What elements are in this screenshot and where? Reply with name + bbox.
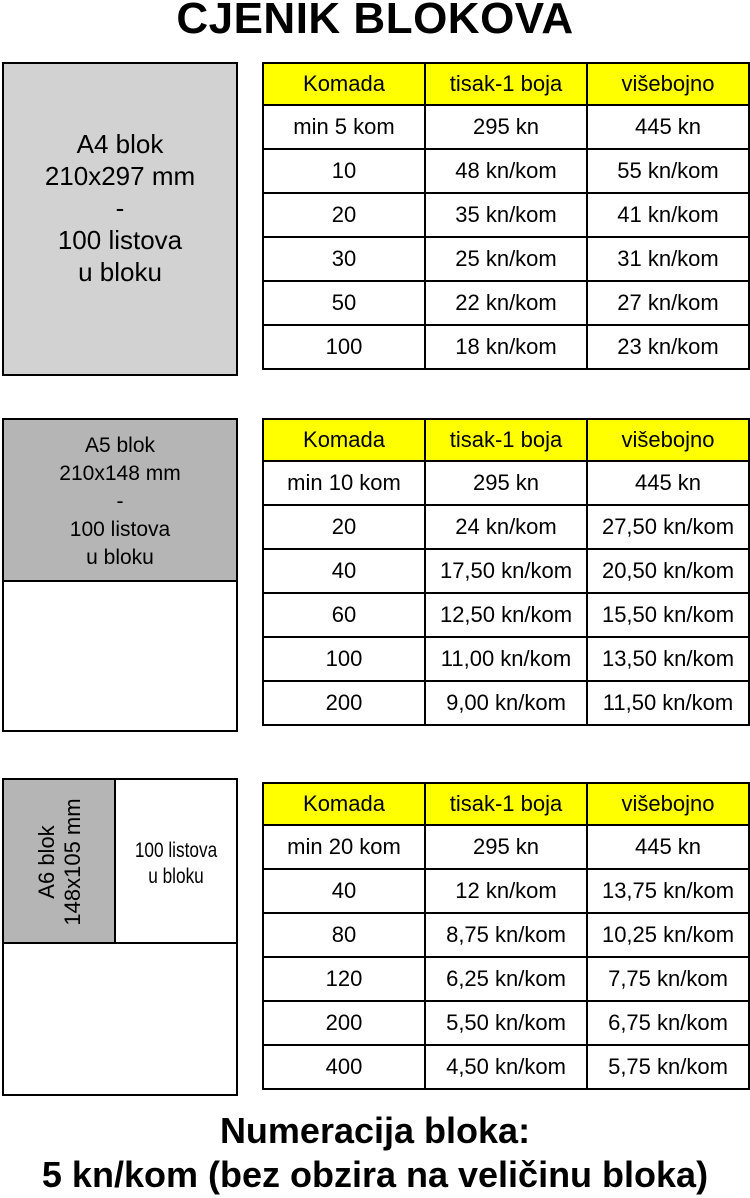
- table-row: [263, 237, 749, 281]
- block-line: A4 blok: [76, 129, 164, 159]
- numbering-price: 5 kn/kom (bez obzira na veličinu bloka): [41, 1154, 709, 1195]
- table-cell: 22 kn/kom: [425, 281, 587, 325]
- table-cell: 445 kn: [587, 461, 749, 505]
- table-cell: 295 kn: [425, 461, 587, 505]
- table-cell: 5,50 kn/kom: [425, 1001, 587, 1045]
- table-cell: 12 kn/kom: [425, 869, 587, 913]
- block-line: 100 listova: [69, 518, 171, 541]
- table-cell: 10: [263, 149, 425, 193]
- a6-block-illustration: [2, 778, 238, 1096]
- block-line: u bloku: [86, 546, 154, 569]
- table-cell: 10,25 kn/kom: [587, 913, 749, 957]
- table-header-row: [263, 419, 749, 461]
- table-cell: 8,75 kn/kom: [425, 913, 587, 957]
- block-line: -: [116, 490, 124, 513]
- table-row: [263, 681, 749, 725]
- block-line: u bloku: [148, 865, 204, 888]
- table-cell: 6,75 kn/kom: [587, 1001, 749, 1045]
- divider: [114, 942, 236, 944]
- table-cell: 100: [263, 325, 425, 369]
- table-row: [263, 869, 749, 913]
- a6-sheets-note: [127, 838, 225, 890]
- table-cell: 41 kn/kom: [587, 193, 749, 237]
- block-line: 100 listova: [57, 225, 183, 255]
- table-cell: 15,50 kn/kom: [587, 593, 749, 637]
- a4-block-illustration: [2, 62, 238, 376]
- block-line: 210x297 mm: [44, 161, 196, 191]
- header-cell: višebojno: [587, 783, 749, 825]
- a6-price-table: [262, 782, 750, 1090]
- table-cell: 200: [263, 681, 425, 725]
- table-cell: 200: [263, 1001, 425, 1045]
- header-cell: tisak-1 boja: [425, 63, 587, 105]
- table-row: [263, 549, 749, 593]
- table-cell: min 5 kom: [263, 105, 425, 149]
- table-cell: 48 kn/kom: [425, 149, 587, 193]
- table-cell: 11,50 kn/kom: [587, 681, 749, 725]
- table-cell: min 20 kom: [263, 825, 425, 869]
- table-cell: 55 kn/kom: [587, 149, 749, 193]
- table-row: [263, 281, 749, 325]
- block-line: A5 blok: [84, 434, 156, 457]
- table-header-row: [263, 783, 749, 825]
- table-cell: 20,50 kn/kom: [587, 549, 749, 593]
- table-cell: 100: [263, 637, 425, 681]
- page-title: CJENIK BLOKOVA: [176, 0, 574, 43]
- table-row: [263, 825, 749, 869]
- table-row: [263, 637, 749, 681]
- table-cell: 40: [263, 549, 425, 593]
- header-cell: višebojno: [587, 63, 749, 105]
- table-row: [263, 1045, 749, 1089]
- table-cell: 12,50 kn/kom: [425, 593, 587, 637]
- table-cell: 13,50 kn/kom: [587, 637, 749, 681]
- table-row: [263, 105, 749, 149]
- numbering-title: Numeracija bloka:: [219, 1110, 531, 1151]
- table-row: [263, 593, 749, 637]
- block-line: 100 listova: [134, 839, 218, 862]
- table-cell: 400: [263, 1045, 425, 1089]
- table-cell: 4,50 kn/kom: [425, 1045, 587, 1089]
- a6-block-description: [34, 780, 86, 944]
- table-cell: 40: [263, 869, 425, 913]
- table-cell: 20: [263, 193, 425, 237]
- table-row: [263, 1001, 749, 1045]
- table-cell: 5,75 kn/kom: [587, 1045, 749, 1089]
- table-cell: 7,75 kn/kom: [587, 957, 749, 1001]
- table-cell: 20: [263, 505, 425, 549]
- table-cell: 25 kn/kom: [425, 237, 587, 281]
- table-cell: 11,00 kn/kom: [425, 637, 587, 681]
- header-cell: tisak-1 boja: [425, 783, 587, 825]
- table-cell: 80: [263, 913, 425, 957]
- header-cell: tisak-1 boja: [425, 419, 587, 461]
- table-cell: 6,25 kn/kom: [425, 957, 587, 1001]
- table-row: [263, 149, 749, 193]
- block-line: 148x105 mm: [60, 798, 85, 926]
- table-header-row: [263, 63, 749, 105]
- a4-price-table: [262, 62, 750, 370]
- table-cell: 30: [263, 237, 425, 281]
- a5-block-description: [4, 432, 236, 572]
- a6-block-shape: [4, 780, 116, 944]
- table-cell: min 10 kom: [263, 461, 425, 505]
- block-line: u bloku: [78, 257, 162, 287]
- table-cell: 24 kn/kom: [425, 505, 587, 549]
- table-row: [263, 505, 749, 549]
- a5-block-illustration: [2, 418, 238, 732]
- table-cell: 295 kn: [425, 825, 587, 869]
- block-line: 210x148 mm: [59, 462, 181, 485]
- table-cell: 445 kn: [587, 105, 749, 149]
- table-cell: 60: [263, 593, 425, 637]
- a5-price-table: [262, 418, 750, 726]
- table-cell: 120: [263, 957, 425, 1001]
- table-cell: 445 kn: [587, 825, 749, 869]
- table-cell: 295 kn: [425, 105, 587, 149]
- table-cell: 9,00 kn/kom: [425, 681, 587, 725]
- header-cell: višebojno: [587, 419, 749, 461]
- table-row: [263, 193, 749, 237]
- table-cell: 50: [263, 281, 425, 325]
- table-row: [263, 913, 749, 957]
- table-cell: 31 kn/kom: [587, 237, 749, 281]
- table-row: [263, 957, 749, 1001]
- table-row: [263, 461, 749, 505]
- block-line: A6 blok: [34, 825, 59, 899]
- header-cell: Komada: [263, 783, 425, 825]
- table-cell: 17,50 kn/kom: [425, 549, 587, 593]
- table-cell: 35 kn/kom: [425, 193, 587, 237]
- header-cell: Komada: [263, 63, 425, 105]
- table-cell: 23 kn/kom: [587, 325, 749, 369]
- a4-block-description: [4, 128, 236, 288]
- header-cell: Komada: [263, 419, 425, 461]
- a5-block-shape: [4, 420, 236, 582]
- table-cell: 13,75 kn/kom: [587, 869, 749, 913]
- table-row: [263, 325, 749, 369]
- block-line: -: [115, 193, 125, 223]
- table-cell: 18 kn/kom: [425, 325, 587, 369]
- table-cell: 27,50 kn/kom: [587, 505, 749, 549]
- table-cell: 27 kn/kom: [587, 281, 749, 325]
